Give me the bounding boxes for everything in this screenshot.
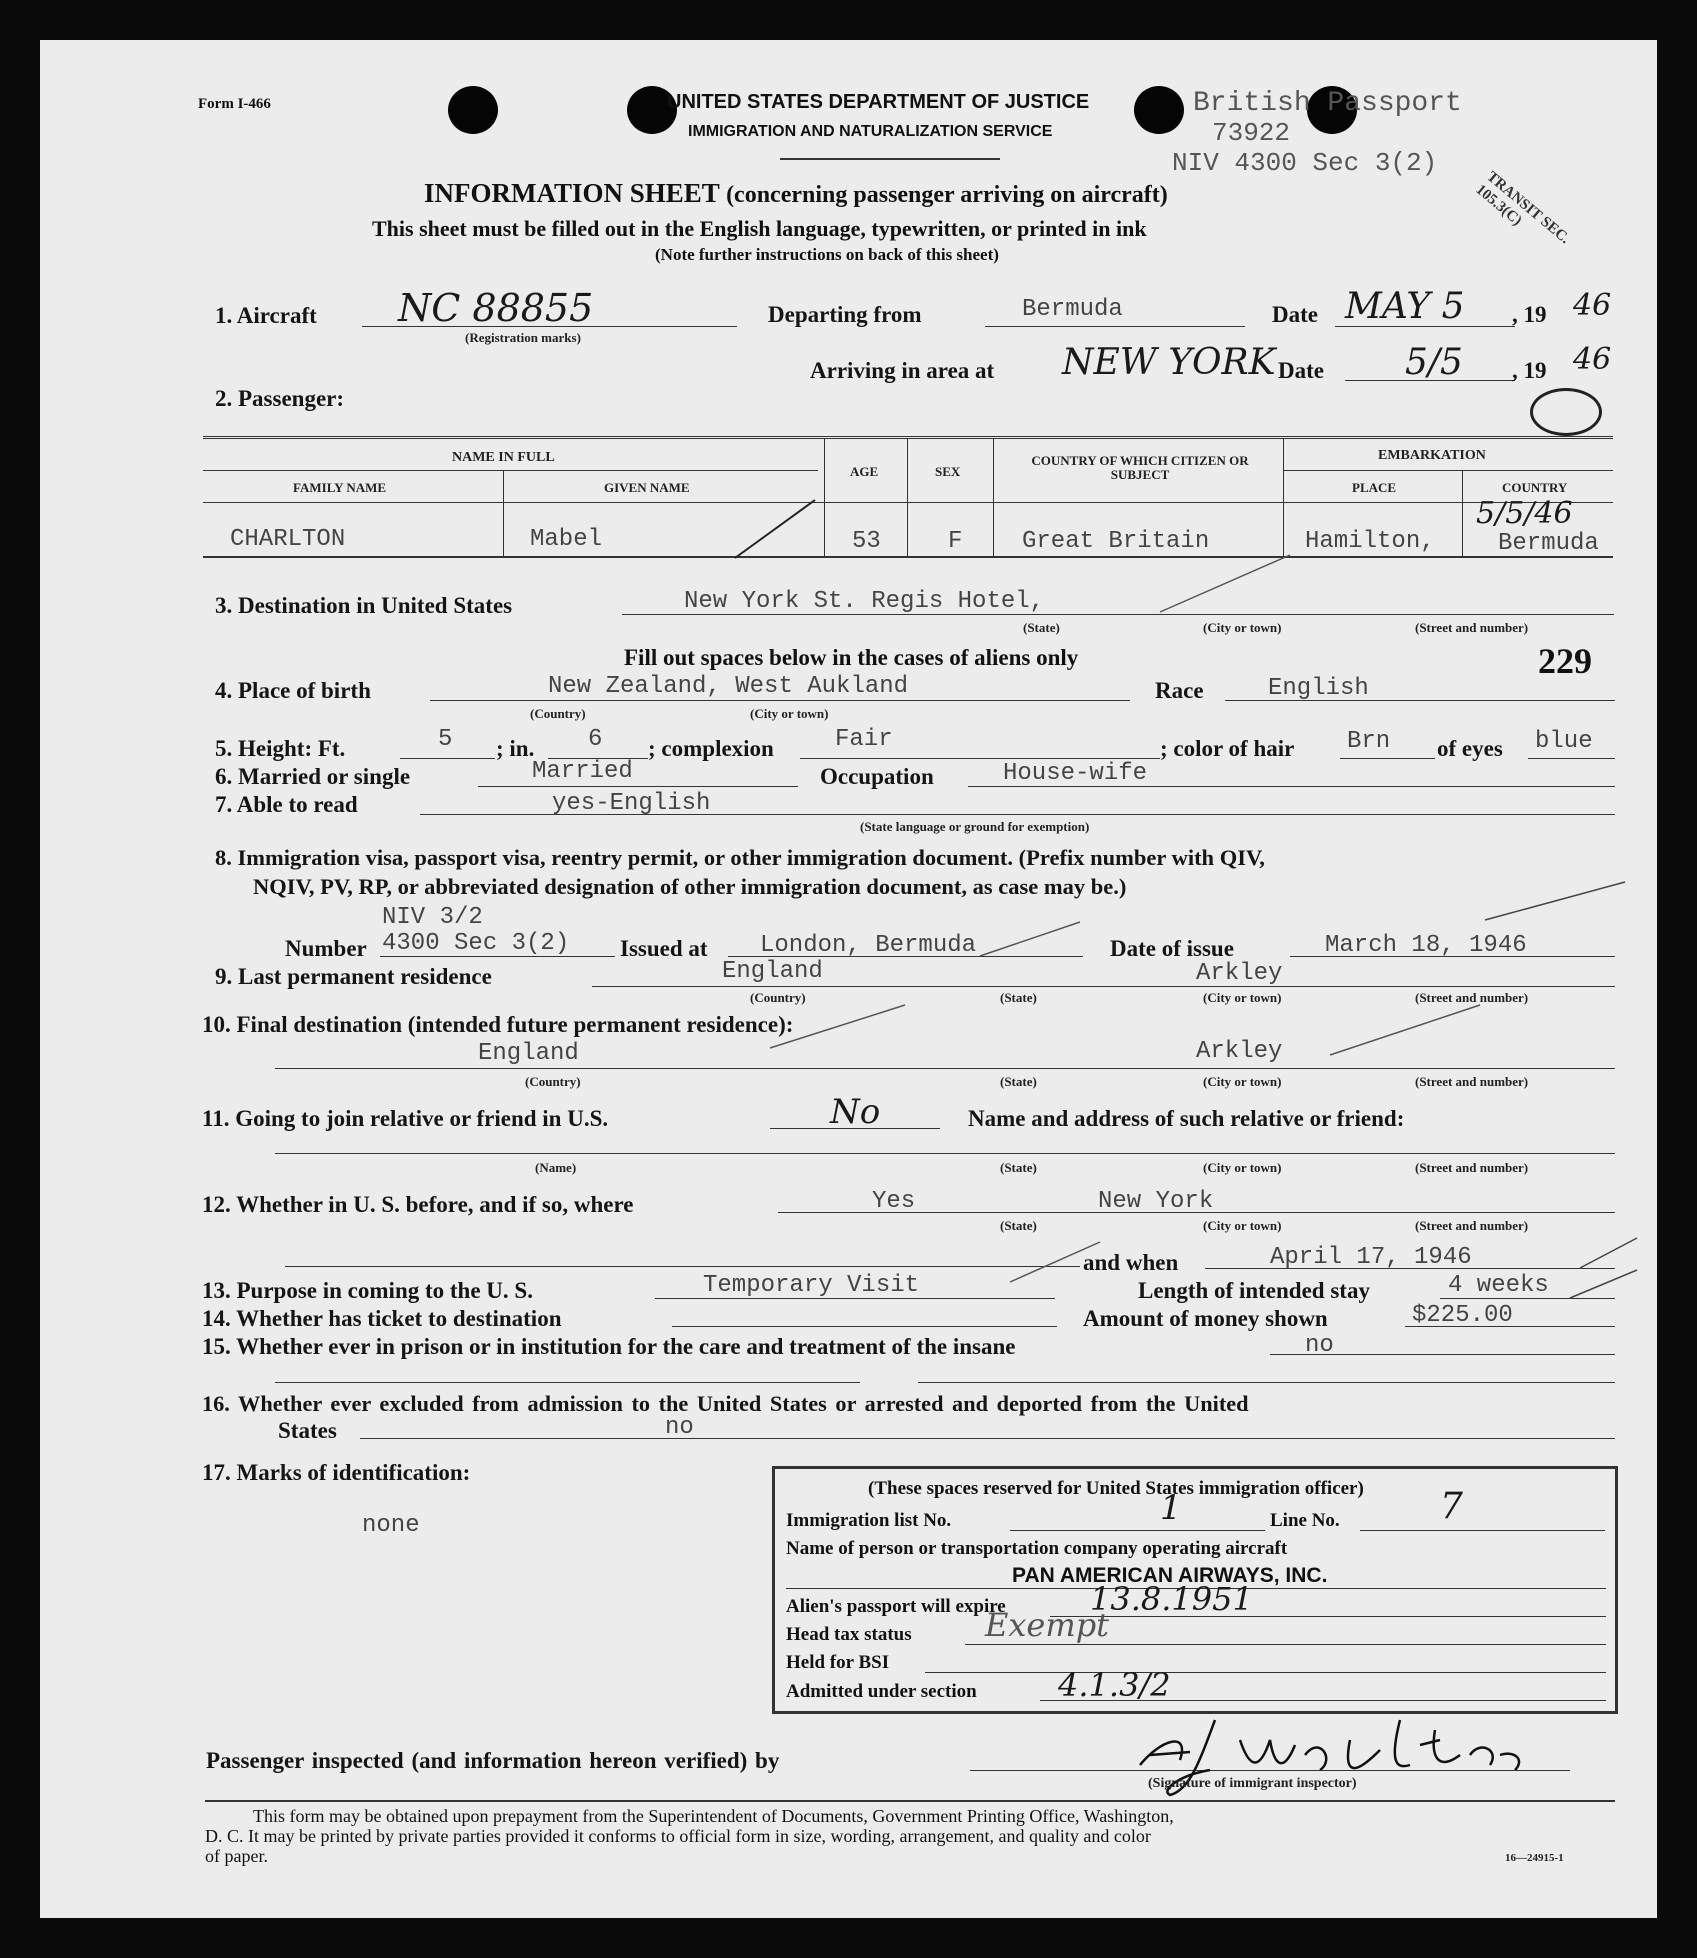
before-value: Yes xyxy=(872,1188,916,1215)
year-label: , 19 xyxy=(1512,302,1547,327)
read-line xyxy=(420,814,1615,815)
place-header: PLACE xyxy=(1352,480,1397,495)
visa-label-cont: NQIV, PV, RP, or abbreviated designation of other immigration document, as case may be.) xyxy=(253,874,1127,899)
country-header: COUNTRY xyxy=(1502,480,1568,495)
married-value: Married xyxy=(532,758,633,785)
last-residence-country: England xyxy=(722,958,823,985)
line-label: Line No. xyxy=(1270,1510,1340,1531)
inspected-label: Passenger inspected (and information hereon verified) by xyxy=(206,1748,780,1773)
section-value: 4.1.3/2 xyxy=(1058,1666,1171,1704)
complexion-label: ; complexion xyxy=(648,736,774,761)
bsi-label: Held for BSI xyxy=(786,1652,890,1673)
eyes-value: blue xyxy=(1535,728,1593,755)
family-name-value: CHARLTON xyxy=(230,526,346,553)
inches-label: ; in. xyxy=(496,736,535,761)
height-ft-value: 5 xyxy=(438,726,453,753)
street-caption: (Street and number) xyxy=(1415,1218,1529,1233)
arrival-date-line xyxy=(1345,380,1515,381)
street-caption: (Street and number) xyxy=(1415,620,1529,635)
street-caption: (Street and number) xyxy=(1415,990,1529,1005)
departing-value: Bermuda xyxy=(1022,296,1123,323)
table-col-line xyxy=(993,438,994,556)
birth-value: New Zealand, West Aukland xyxy=(548,673,909,700)
family-name-header: FAMILY NAME xyxy=(293,480,387,495)
passenger-label: 2. Passenger: xyxy=(215,386,345,411)
ticket-line xyxy=(672,1326,1057,1327)
registration-caption: (Registration marks) xyxy=(465,330,581,345)
number-label: Number xyxy=(285,936,367,961)
purpose-line xyxy=(655,1298,1055,1299)
occupation-label: Occupation xyxy=(820,764,934,789)
city-caption: (City or town) xyxy=(1203,620,1282,635)
stay-value: 4 weeks xyxy=(1448,1272,1549,1299)
embarkation-country-value: Bermuda xyxy=(1498,530,1599,557)
number-above: NIV 3/2 xyxy=(382,904,483,931)
issued-line xyxy=(728,956,1083,957)
read-caption: (State language or ground for exemption) xyxy=(860,819,1090,834)
state-caption: (State) xyxy=(1000,1074,1037,1089)
street-caption: (Street and number) xyxy=(1415,1074,1529,1089)
officer-header: (These spaces reserved for United States immigration officer) xyxy=(868,1478,1364,1499)
sex-value: F xyxy=(948,528,963,555)
sex-header: SEX xyxy=(935,464,961,479)
inspector-signature xyxy=(1120,1700,1540,1810)
bsi-line xyxy=(925,1672,1606,1673)
final-destination-line xyxy=(275,1068,1615,1069)
company-label: Name of person or transportation company operating aircraft xyxy=(786,1538,1288,1559)
embarkation-header: EMBARKATION xyxy=(1378,448,1486,463)
table-header-rule-emb xyxy=(1283,470,1613,471)
destination-label: 3. Destination in United States xyxy=(215,593,513,618)
age-header: AGE xyxy=(850,464,879,479)
expire-value: 13.8.1951 xyxy=(1090,1580,1253,1618)
table-bottom-rule xyxy=(203,556,1613,558)
date-of-issue-value: March 18, 1946 xyxy=(1325,932,1527,959)
form-number: Form I-466 xyxy=(198,96,271,112)
country-caption: (Country) xyxy=(530,706,586,721)
height-label: 5. Height: Ft. xyxy=(215,736,346,761)
read-value: yes-English xyxy=(552,790,711,817)
line-line xyxy=(1360,1530,1605,1531)
handwritten-date: 5/5/46 xyxy=(1476,496,1573,531)
street-caption: (Street and number) xyxy=(1415,1160,1529,1175)
table-header-rule xyxy=(203,470,818,471)
state-caption: (State) xyxy=(1023,620,1060,635)
departing-label: Departing from xyxy=(768,302,922,327)
footer-text-3: of paper. xyxy=(205,1846,268,1866)
citizen-value: Great Britain xyxy=(1022,528,1210,555)
department-name: UNITED STATES DEPARTMENT OF JUSTICE xyxy=(667,91,1090,113)
last-residence-city: Arkley xyxy=(1196,960,1283,987)
table-col-line xyxy=(503,470,504,556)
hair-line xyxy=(1340,758,1435,759)
purpose-value: Temporary Visit xyxy=(703,1272,920,1299)
line-value: 7 xyxy=(1440,1486,1463,1527)
final-destination-city: Arkley xyxy=(1196,1038,1283,1065)
headtax-line xyxy=(965,1644,1606,1645)
service-name: IMMIGRATION AND NATURALIZATION SERVICE xyxy=(688,123,1053,140)
date-of-issue-line xyxy=(1290,956,1615,957)
excluded-label: 16. Whether ever excluded from admission to the United States or arrested and deported from the United xyxy=(202,1391,1249,1416)
join-value: No xyxy=(830,1092,881,1132)
visa-label: 8. Immigration visa, passport visa, reentry permit, or other immigration document. (Prefix number with QIV, xyxy=(215,845,1265,870)
country-caption: (Country) xyxy=(525,1074,581,1089)
city-caption: (City or town) xyxy=(1203,990,1282,1005)
given-name-value: Mabel xyxy=(530,526,603,553)
city-caption: (City or town) xyxy=(750,706,829,721)
height-in-value: 6 xyxy=(588,726,603,753)
number-value: 4300 Sec 3(2) xyxy=(382,930,570,957)
table-col-line xyxy=(1462,470,1463,556)
arrival-date: 5/5 xyxy=(1405,342,1463,383)
race-line xyxy=(1225,700,1615,701)
arriving-value: NEW YORK xyxy=(1062,342,1276,383)
departure-date: MAY 5 xyxy=(1345,286,1465,327)
stay-line xyxy=(1440,1298,1615,1299)
departing-line xyxy=(985,326,1245,327)
table-col-line xyxy=(1283,438,1284,556)
list-value: 1 xyxy=(1160,1488,1182,1528)
excluded-label-cont: States xyxy=(278,1418,337,1443)
eyes-label: of eyes xyxy=(1437,736,1503,761)
issued-label: Issued at xyxy=(620,936,708,961)
birth-line xyxy=(430,700,1130,701)
niv-stamp: NIV 4300 Sec 3(2) xyxy=(1172,148,1438,178)
before-second-line xyxy=(285,1266,1080,1267)
headtax-label: Head tax status xyxy=(786,1624,912,1645)
instructions: This sheet must be filled out in the English language, typewritten, or printed in ink xyxy=(372,216,1147,241)
before-state: New York xyxy=(1098,1188,1214,1215)
date-line xyxy=(1335,326,1515,327)
expire-label: Alien's passport will expire xyxy=(786,1596,1006,1617)
table-top-rule xyxy=(203,436,1613,439)
money-line xyxy=(1405,1326,1615,1327)
purpose-label: 13. Purpose in coming to the U. S. xyxy=(202,1278,533,1303)
instructions-note: (Note further instructions on back of this sheet) xyxy=(655,245,999,264)
and-when-line xyxy=(1205,1268,1615,1269)
and-when-label: and when xyxy=(1083,1250,1179,1275)
state-caption: (State) xyxy=(1000,990,1037,1005)
last-residence-label: 9. Last permanent residence xyxy=(215,964,492,989)
complexion-value: Fair xyxy=(835,726,893,753)
hair-label: ; color of hair xyxy=(1160,736,1295,761)
last-residence-line xyxy=(592,986,1615,987)
section-label: Admitted under section xyxy=(786,1681,977,1702)
join-label: 11. Going to join relative or friend in U.S. xyxy=(202,1106,609,1131)
aircraft-line xyxy=(362,326,737,327)
stay-label: Length of intended stay xyxy=(1138,1278,1370,1303)
destination-value: New York St. Regis Hotel, xyxy=(684,588,1045,615)
money-value: $225.00 xyxy=(1412,1302,1513,1329)
table-col-line xyxy=(824,438,825,556)
prison-line xyxy=(1270,1354,1615,1355)
prison-line-3 xyxy=(918,1382,1615,1383)
state-caption: (State) xyxy=(1000,1218,1037,1233)
header-rule xyxy=(780,158,1000,160)
complexion-line xyxy=(800,758,1160,759)
table-sub-rule xyxy=(203,502,1613,503)
stamp-number-229: 229 xyxy=(1538,641,1592,681)
footer-text-2: D. C. It may be printed by private parties provided it conforms to official form in size, wording, arrangement, and quality and color xyxy=(205,1826,1151,1846)
country-caption: (Country) xyxy=(750,990,806,1005)
footer-rule xyxy=(205,1800,1615,1802)
table-col-line xyxy=(907,438,908,556)
married-line xyxy=(478,786,798,787)
join-line xyxy=(770,1128,940,1129)
arrival-year: 46 xyxy=(1573,342,1612,377)
final-destination-label: 10. Final destination (intended future permanent residence): xyxy=(202,1012,794,1037)
given-name-header: GIVEN NAME xyxy=(604,480,690,495)
height-ft-line xyxy=(400,758,495,759)
passport-stamp: British Passport xyxy=(1193,88,1462,119)
list-line xyxy=(1010,1530,1265,1531)
signature-caption: (Signature of immigrant inspector) xyxy=(1148,1776,1357,1791)
eyes-line xyxy=(1528,758,1615,759)
city-caption: (City or town) xyxy=(1203,1074,1282,1089)
arrival-date-label: Date xyxy=(1278,358,1324,383)
title xyxy=(424,178,1168,209)
print-code: 16—24915-1 xyxy=(1505,1852,1564,1864)
departure-year: 46 xyxy=(1573,288,1612,323)
aircraft-label: 1. Aircraft xyxy=(215,303,317,328)
aliens-only-heading: Fill out spaces below in the cases of aliens only xyxy=(624,645,1079,670)
citizen-header: COUNTRY OF WHICH CITIZEN OR SUBJECT xyxy=(1031,453,1249,482)
marks-label: 17. Marks of identification: xyxy=(202,1460,471,1485)
title-paren: (concerning passenger arriving on aircraft) xyxy=(726,182,1168,208)
marks-value: none xyxy=(362,1512,420,1539)
expire-line xyxy=(1050,1616,1606,1617)
arriving-label: Arriving in area at xyxy=(810,358,995,383)
race-value: English xyxy=(1268,675,1369,702)
birth-label: 4. Place of birth xyxy=(215,678,371,703)
punch-hole xyxy=(448,86,498,134)
transit-stamp: TRANSIT SEC. 105.3(C) xyxy=(1472,168,1573,248)
race-label: Race xyxy=(1155,678,1204,703)
company-value: PAN AMERICAN AIRWAYS, INC. xyxy=(1012,1564,1328,1587)
age-value: 53 xyxy=(852,528,881,555)
read-label: 7. Able to read xyxy=(215,792,358,817)
state-caption: (State) xyxy=(1000,1160,1037,1175)
destination-line xyxy=(622,614,1614,615)
name-caption: (Name) xyxy=(535,1160,577,1175)
arrival-year-label: , 19 xyxy=(1512,358,1547,383)
occupation-value: House-wife xyxy=(1003,760,1148,787)
embarkation-place-value: Hamilton, xyxy=(1305,528,1435,555)
occupation-line xyxy=(968,786,1615,787)
money-label: Amount of money shown xyxy=(1083,1306,1328,1331)
married-label: 6. Married or single xyxy=(215,764,411,789)
city-caption: (City or town) xyxy=(1203,1160,1282,1175)
excluded-value: no xyxy=(665,1414,694,1441)
before-line xyxy=(778,1212,1615,1213)
issued-value: London, Bermuda xyxy=(760,932,977,959)
excluded-line xyxy=(360,1438,1615,1439)
punch-hole xyxy=(1134,86,1184,134)
prison-label: 15. Whether ever in prison or in institution for the care and treatment of the insane xyxy=(202,1334,1016,1359)
footer-text: This form may be obtained upon prepayment from the Superintendent of Documents, Government Printing Office, Washington, xyxy=(253,1806,1174,1826)
final-destination-country: England xyxy=(478,1040,579,1067)
before-label: 12. Whether in U. S. before, and if so, where xyxy=(202,1192,634,1217)
join-name-label: Name and address of such relative or friend: xyxy=(968,1106,1405,1131)
and-when-value: April 17, 1946 xyxy=(1270,1244,1472,1271)
passport-number: 73922 xyxy=(1212,118,1291,148)
relative-line xyxy=(275,1153,1615,1154)
prison-line-2 xyxy=(275,1382,860,1383)
number-line xyxy=(380,956,615,957)
prison-value: no xyxy=(1305,1332,1334,1359)
hair-value: Brn xyxy=(1347,728,1391,755)
date-of-issue-label: Date of issue xyxy=(1110,936,1234,961)
name-in-full-header: NAME IN FULL xyxy=(452,450,555,465)
aircraft-value: NC 88855 xyxy=(398,286,594,330)
list-label: Immigration list No. xyxy=(786,1510,952,1531)
city-caption: (City or town) xyxy=(1203,1218,1282,1233)
ticket-label: 14. Whether has ticket to destination xyxy=(202,1306,562,1331)
date-label: Date xyxy=(1272,302,1318,327)
headtax-value: Exempt xyxy=(985,1606,1110,1644)
circle-mark xyxy=(1530,388,1602,436)
title-main: INFORMATION SHEET xyxy=(424,178,720,208)
